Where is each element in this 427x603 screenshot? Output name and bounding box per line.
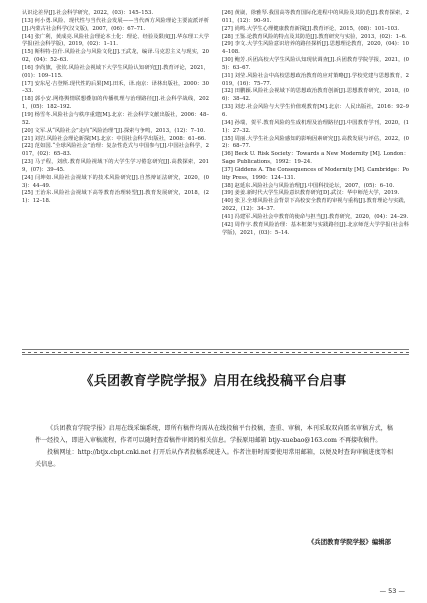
reference-entry: [35] 周丽.大学生社会风险感知的影响因素研究[J].高教发展与评估，2022，(02)：68–77. [222, 135, 409, 150]
reference-entry: [24] 闫坤如.风险社会视域下的技术风险研究[J].自然辩证法研究，2020，(03)：44–49. [22, 174, 209, 189]
reference-entry: [34] 孙瑞，贺平.教育风险的生成机理及治理路径[J].中国教育学刊，2020，(11)：27–32. [222, 119, 409, 134]
reference-entry: [37] Giddens A. The Consequences of Modernity [M]. Cambridge：Polity Press，1990：124–131. [222, 166, 409, 181]
reference-entry: [22] 范如国.“全球风险社会”治理：复杂性范式与中国参与[J].中国社会科学，2017，(02)：65–83. [22, 143, 209, 158]
notice-paragraph: 《兵团教育学院学报》启用在线采编系统，即所有稿件均需从在线投稿平台投稿，查重、审稿，本刊采取双向匿名审稿方式，稿件一经投入，即进入审稿流程，作者可以随时查看稿件审阅的相关信息。学报原用邮箱 btjy-xuebao@163.com 不再接收稿件。 [35, 425, 393, 444]
reference-entry: [33] 刘忠.社会风险与大学生价值观教育[M].北京：人民出版社，2016：92–96. [222, 104, 409, 118]
reference-entry: [41] 冯建军.风险社会中教育的使命与担当[J].教育研究，2020，(04)：24–29. [222, 213, 409, 220]
reference-entry: [20] 文军.从“风险社会”走向“风险治理”[J].探索与争鸣，2013，(12)：7–10. [22, 127, 206, 134]
reference-entry: [29] 李文.大学生风险意识培养的路径探析[J].思想理论教育，2020，(04)：104–108. [222, 41, 409, 56]
notice-title: 《兵团教育学院学报》启用在线投稿平台启事 [80, 374, 347, 389]
reference-entry: [18] 郭小安.网络舆情联想叠加的传播机理与治理路径[J].社会科学战线，2021，(05)：182–192. [22, 96, 209, 111]
references-section [22, 10, 409, 343]
reference-entry: [38] 赵延东.风险社会与风险治理[J].中国科技论坛，2007，(05)：6–10. [222, 182, 395, 189]
reference-entry: [32] 田鹏颖.风险社会视域下的思想政治教育创新[J].思想教育研究，2018，(06)：38–42. [222, 88, 409, 103]
reference-entry: [14] 张广利，黄成亮.风险社会理论本土化：理论、经验及限度[J].华东理工大学学报(社会科学版)，2019，(02)：1–11. [22, 33, 209, 48]
reference-entry: [13] 何小勇.风险、现代性与当代社会发展——当代西方风险理论主要流派评析[J].内蒙古社会科学(汉文版)，2007，(06)：67–71. [22, 17, 209, 32]
reference-entry: [27] 尚鸣.大学生心理健康教育新探[J].教育评论，2015，(08)：101–103. [222, 25, 400, 32]
reference-entry: [28] 王鉴.论教育风险的特点及其防范[J].教育研究与实验，2013，(02)：1–6. [222, 33, 407, 40]
reference-entry: [17] 安东尼·吉登斯.现代性的后果[M].田禾，译.南京：译林出版社，2000：30–33. [22, 80, 209, 95]
reference-entry: [26] 黄崴，徐雅琴.我国高等教育国际化进程中的风险及其防范[J].教育探索，2011，(12)：90–91. [222, 10, 409, 24]
reference-entry: [25] 王治东.风险社会视域下高等教育治理转型[J].教育发展研究，2018，(21)：12–18. [22, 190, 209, 205]
reference-entry: [40] 张卫.全球风险社会背景下高校安全教育的审视与重构[J].教育理论与实践，2022，(12)：34–37. [222, 198, 409, 213]
reference-entry: [23] 马子程，刘欣.教育风险视域下的大学生学习倦怠研究[J].高教探索，2019，(07)：39–45. [22, 159, 209, 173]
references-left-column [22, 10, 209, 343]
reference-entry: [39] 姜姜.新时代大学生风险意识教育研究[D].武汉：华中师范大学，2019. [222, 190, 400, 197]
notice-signature: 《兵团教育学院学报》编辑部 [307, 538, 391, 546]
section-divider [22, 349, 409, 355]
notice-paragraph: 投稿网址：http://btjx.cbpt.cnki.net 打开后从作者投稿系统进入。作者注册时需要使用常用邮箱，以便及时查询审稿进度等相关信息。 [35, 449, 393, 468]
reference-entry: [31] 刘莹.风险社会中高校思想政治教育的应对策略[J].学校党建与思想教育，2019，(16)：75–77. [222, 72, 409, 87]
notice-body [35, 423, 393, 471]
reference-entry: [42] 周作宇.教育风险治理：基本框架与实践路径[J].北京师范大学学报(社会科学版)，2021，(03)：5–14. [222, 221, 409, 236]
page-number: — 53 — [379, 587, 405, 595]
reference-entry: [30] 鲍芳.兵团高校大学生风险认知现状调查[J].兵团教育学院学报，2021，(05)：63–67. [222, 57, 409, 71]
reference-entry: 认识论差异[J].社会科学研究，2022，(03)：145–153. [22, 10, 154, 16]
reference-entry: [15] 斯科特·拉什.风险社会与风险文化[J].王武龙，编译.马克思主义与现实，2002，(04)：52–63. [22, 49, 209, 64]
reference-entry: [19] 杨雪冬.风险社会与秩序重建[M].北京：社会科学文献出版社，2006：48–52. [22, 111, 209, 126]
reference-entry: [16] 李尚旗，张钦.风险社会视域下大学生风险认知研究[J].教育评论，2021，(01)：109–115. [22, 64, 209, 79]
reference-entry: [21] 刘岩.风险社会理论新探[M].北京：中国社会科学出版社，2008：61–66. [22, 135, 206, 142]
reference-entry: [36] Beck U. Risk Society：Towards a New Modernity [M]. London：Sage Publications，1992：19–24. [222, 151, 409, 166]
references-right-column [222, 10, 409, 343]
